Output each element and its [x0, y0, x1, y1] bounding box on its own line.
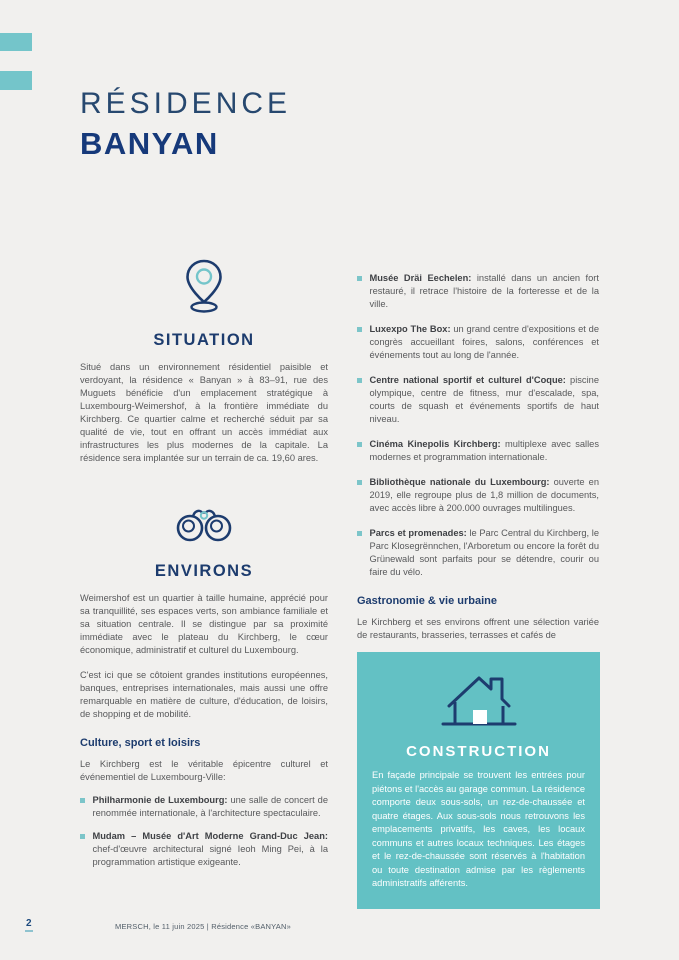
list-item-text: un grand centre d'expositions et de congrès accueillant foires, salons, conférences et événements tout au long de l'année. [369, 324, 599, 360]
list-item [80, 830, 328, 869]
list-item [357, 527, 599, 579]
accent-square-bottom [0, 71, 32, 90]
list-item-lead: Luxexpo The Box: [369, 324, 451, 334]
list-item-text: chef-d'œuvre architectural signé Ieoh Ming Pei, à la programmation artistique exigeante. [92, 844, 328, 867]
footer-text: MERSCH, le 11 juin 2025 | Résidence «BANYAN» [115, 922, 291, 931]
list-item [357, 476, 599, 515]
environs-paragraph-2: C'est ici que se côtoient grandes institutions européennes, banques, entreprises internationales, mais aussi une offre remarquable en matière de culture, d'éducation, de loisirs, de shopping et de mobilité. [80, 670, 328, 719]
list-item-lead: Philharmonie de Luxembourg: [92, 795, 228, 805]
list-item [357, 323, 599, 362]
list-item-lead: Centre national sportif et culturel d'Coque: [369, 375, 566, 385]
list-item-lead: Mudam – Musée d'Art Moderne Grand-Duc Jean: [92, 831, 328, 841]
list-item-lead: Bibliothèque nationale du Luxembourg: [369, 477, 550, 487]
bullet-square-icon [80, 834, 85, 839]
culture-subheading: Culture, sport et loisirs [80, 737, 201, 749]
list-item-text: le Parc Central du Kirchberg, le Parc Klosegrënnchen, l'Arboretum ou encore la forêt du Grünewald sont parfaits pour se détendre, courir ou faire du vélo. [369, 528, 599, 577]
list-item-text: multiplexe avec salles modernes et programmation internationale. [369, 439, 599, 462]
bullet-square-icon [357, 378, 362, 383]
house-icon [372, 664, 585, 737]
amenities-list [357, 272, 599, 579]
situation-body: Situé dans un environnement résidentiel paisible et verdoyant, la résidence « Banyan » à 83–91, rue des Muguets bénéficie d'un emplacement stratégique à Luxembourg-Weimershof, à la frontière immédiate du Kirchberg. Ce quartier calme et recherché séduit par sa qualité de vie, tout en offrant un accès immédiat aux infrastructures les plus modernes de la capitale. La résidence sera implantée sur un terrain de ca. 19,60 ares. [80, 362, 328, 463]
list-item-text: installé dans un ancien fort restauré, il retrace l'histoire de la forteresse et de la ville. [369, 273, 599, 309]
bullet-square-icon [357, 276, 362, 281]
construction-box [357, 652, 600, 909]
list-item-text: ouverte en 2019, elle regroupe plus de 1,8 million de documents, avec accès libre à 200.000 ouvrages multilingues. [369, 477, 599, 513]
culture-intro: Le Kirchberg est le véritable épicentre culturel et événementiel de Luxembourg-Ville: [80, 759, 328, 782]
accent-square-top [0, 33, 32, 51]
list-item-text: piscine olympique, centre de fitness, mur d'escalade, spa, courts de squash et événements sportifs de haut niveau. [369, 375, 599, 424]
situation-heading: SITUATION [153, 331, 255, 349]
gastronomie-subheading: Gastronomie & vie urbaine [357, 595, 497, 607]
bullet-square-icon [357, 442, 362, 447]
environs-heading: ENVIRONS [154, 562, 254, 580]
list-item-lead: Cinéma Kinepolis Kirchberg: [369, 439, 501, 449]
title-banyan: BANYAN [80, 126, 219, 161]
list-item [80, 794, 328, 820]
list-item-text: une salle de concert de renommée internationale, à l'architecture spectaculaire. [92, 795, 328, 818]
gastronomie-body: Le Kirchberg et ses environs offrent une sélection variée de restaurants, brasseries, terrasses et cafés de [357, 617, 599, 640]
bullet-square-icon [80, 798, 85, 803]
bullet-square-icon [357, 531, 362, 536]
list-item-lead: Parcs et promenades: [369, 528, 467, 538]
page-number: 2 [25, 918, 33, 932]
right-column [357, 272, 599, 909]
map-pin-icon [80, 256, 328, 319]
construction-body: En façade principale se trouvent les entrées pour piétons et l'accès au garage commun. La résidence comporte deux sous-sols, un rez-de-chaussée et quatre étages. Aux sous-sols nous retrouvons les emplacements privatifs, les caves, les locaux communs et autres locaux techniques. Les étages et le rez-de-chaussée sont réservés à l'habitation ou toute destination admise par les règlements administratifs afférents. [372, 770, 585, 888]
left-column [80, 256, 328, 869]
bullet-square-icon [357, 327, 362, 332]
environs-paragraph-1: Weimershof est un quartier à taille humaine, apprécié pour sa tranquillité, ses espaces verts, son ambiance familiale et sa situation centrale. Il se distingue par sa proximité immédiate avec le plateau du Kirchberg, le cœur économique, administratif et culturel du Luxembourg. [80, 593, 328, 655]
bullet-square-icon [357, 480, 362, 485]
title-residence: RÉSIDENCE [80, 87, 292, 120]
list-item [357, 272, 599, 311]
binoculars-icon [80, 499, 328, 550]
construction-heading: CONSTRUCTION [406, 743, 551, 760]
list-item-lead: Musée Dräi Eechelen: [369, 273, 472, 283]
list-item [357, 438, 599, 464]
list-item [357, 374, 599, 426]
page-title [80, 84, 291, 164]
